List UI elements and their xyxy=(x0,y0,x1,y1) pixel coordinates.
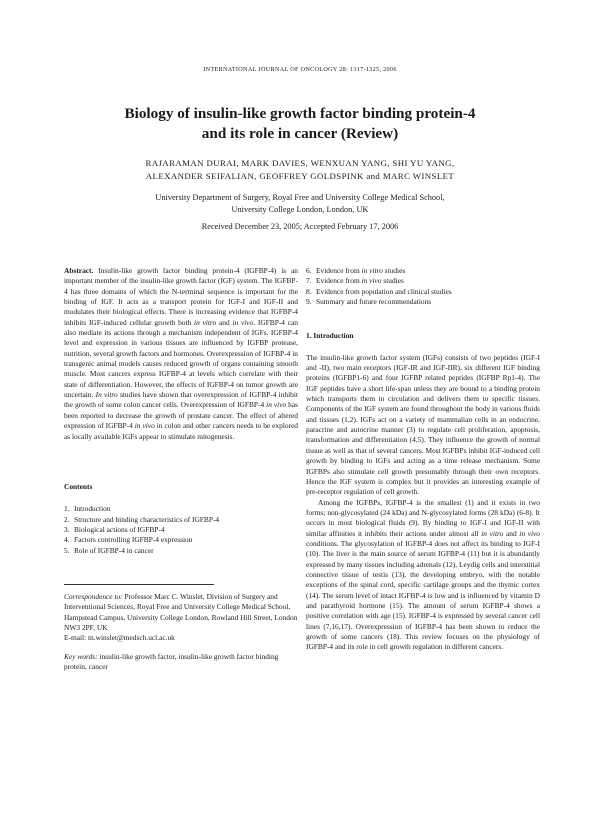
contents-item[interactable] xyxy=(64,525,298,535)
contents-number: 3. xyxy=(64,524,70,534)
abstract-label: Abstract. xyxy=(64,266,94,275)
authors-line-1: RAJARAMAN DURAI, MARK DAVIES, WENXUAN YANG, SHI YU YANG, xyxy=(145,158,455,168)
title-line-2: and its role in cancer (Review) xyxy=(201,124,399,142)
contents-label: Evidence from in vivo studies xyxy=(316,276,404,286)
article-title xyxy=(40,104,560,143)
keywords-text: insulin-like growth factor, insulin-like growth factor binding protein, cancer xyxy=(64,651,279,671)
paragraph-text: conditions. The glycosylation of IGFBP-4 does not affect its binding to IGF-I (10). The liver is the main source of serum IGFBP-4 (11) but it is abundantly expressed by many tissues including adrenals (12), Leydig cells and interstitial connective tissue of testis (13), the developing embryo, with the notable exceptions of the spinal cord, specific cartilage groups and the thymic cortex (14). The serum level of intact IGFBP-4 is low and is influenced by vitamin D and parathyroid hormone (15). The amount of serum IGFBP-4 shows a positive correlation with age (15). IGFBP-4 is expressed by several cancer cell lines (7,16,17). Overexpression of IGFBP-4 has been shown to reduce the growth of some cancers (18). This review focuses on the physiology of IGFBP-4 and its role in cell growth regulation in different cancers. xyxy=(306,538,540,652)
abstract-italic: In vitro xyxy=(95,390,118,400)
footnote-divider xyxy=(64,584,214,585)
paragraph-text: and xyxy=(503,528,520,538)
contents-item[interactable] xyxy=(64,504,298,514)
contents-number: 5. xyxy=(64,545,70,555)
abstract-italic: in vivo xyxy=(232,317,254,327)
correspondence xyxy=(64,592,298,633)
contents-number: 7. xyxy=(306,276,312,286)
abstract-text: Insulin-like growth factor binding protein-4 (IGFBP-4) is an important member of the insulin-like growth factor (IGF) system. The IGFBP-4 has three domains of which the N-terminal sequence is important for the binding of IGF. It acts as a transport protein for IGF-I and IGF-II and modulates their biological effects. There is increasing evidence that IGFBP-4 inhibits IGF-induced cellular growth both xyxy=(64,266,298,327)
contents-number: 6. xyxy=(306,266,312,275)
contents-label: Factors controlling IGFBP-4 expression xyxy=(74,535,193,545)
contents-item[interactable] xyxy=(306,266,540,276)
contents-number: 8. xyxy=(306,286,312,296)
keywords xyxy=(64,652,298,673)
contents-item[interactable] xyxy=(306,276,540,286)
spacer xyxy=(306,342,540,353)
affiliation-line-2: University College London, London, UK xyxy=(231,204,369,214)
contents-item[interactable] xyxy=(306,297,540,307)
contents-label: Role of IGFBP-4 in cancer xyxy=(74,545,154,555)
authors-line-2: ALEXANDER SEIFALIAN, GEOFFREY GOLDSPINK and MARC WINSLET xyxy=(145,170,455,181)
contents-label: Structure and binding characteristics of IGFBP-4 xyxy=(74,514,220,524)
abstract xyxy=(64,266,298,442)
correspondence-label: Correspondence to: xyxy=(64,591,123,601)
abstract-text: has been reported to decrease the growth of prostate cancer. The effect of altered expression of IGFBP-4 xyxy=(64,400,299,431)
intro-paragraph-2 xyxy=(306,498,540,653)
paragraph-italic: in vivo xyxy=(519,528,541,538)
paragraph-italic: in vitro xyxy=(481,528,504,538)
contents-number: 1. xyxy=(64,504,70,514)
abstract-italic: in vitro xyxy=(194,317,217,327)
email-address[interactable]: E-mail: m.winslet@medsch.ucl.ac.uk xyxy=(64,633,175,643)
contents-list xyxy=(64,504,298,556)
contents-label: Introduction xyxy=(74,504,111,514)
contents-label: Evidence from population and clinical studies xyxy=(316,286,452,296)
contents-number: 2. xyxy=(64,514,70,524)
affiliation xyxy=(40,192,560,215)
affiliation-line-1: University Department of Surgery, Royal Free and University College Medical School, xyxy=(155,193,445,202)
abstract-text: studies have shown that overexpression of IGFBP-4 inhibit the growth of some colon cancer cells. Overexpression of IGFBP-4 xyxy=(64,390,298,410)
left-column xyxy=(64,266,298,672)
abstract-text: in colon and other cancers needs to be explored as locally available IGFs appear to stimulate mitogenesis. xyxy=(64,421,299,441)
title-line-1: Biology of insulin-like growth factor binding protein-4 xyxy=(124,105,476,122)
paragraph-text: Among the IGFBPs, IGFBP-4 is the smallest (1) and it exists in two forms; non-glycosylated (24 kDa) and N-glycosylated forms (28 kDa) (6-8). It occurs in most biological fluids (9). By binding to IGF-I and IGF-II with similar affinities it inhibits their actions under almost all xyxy=(306,497,540,538)
received-dates: Received December 23, 2005; Accepted February 17, 2006 xyxy=(201,222,399,231)
contents-item[interactable] xyxy=(64,535,298,545)
author-list xyxy=(40,157,560,182)
contents-number: 4. xyxy=(64,535,70,545)
abstract-text: and xyxy=(216,317,233,327)
contents-label: Summary and future recommendations xyxy=(316,297,432,307)
contents-item[interactable] xyxy=(64,546,298,556)
correspondence-text: Professor Marc C. Winslet, Division of Surgery and Interventional Sciences, Royal Free and University College Medical School, Hampstead Campus, University College London, Rowland Hill Street, London NW3 2PF, UK xyxy=(64,591,298,632)
contents-item[interactable] xyxy=(64,515,298,525)
abstract-text: . IGFBP-4 can also mediate its actions through a mechanism independent of IGFs. IGFBP-4 level and expression in various tissues are influenced by IGFBP protease, nutrition, several growth factors and hormones. Overexpression of IGFBP-4 in transgenic animal models causes reduced growth of organs containing smooth muscle. Most cancers express IGFBP-4 at levels which correlate with their state of differentiation. However, the effects of IGFBP-4 on tumor growth are uncertain. xyxy=(64,317,299,400)
contents-label: Biological actions of IGFBP-4 xyxy=(74,524,165,534)
intro-paragraph-1: The insulin-like growth factor system (IGFs) consists of two peptides (IGF-I and -II), two main receptors (IGF-IR and IGF-IIR), six different IGF binding proteins (IGFBP1-6) and four IGFBP related peptides (IGFBP Rp1-4). The IGF peptides have a short life-span unless they are bound to a binding protein which transports them in circulation and delivers them to specific tissues. Components of the IGF system are found throughout the body in various fluids and tissues (1,2). IGFs act on a variety of mammalian cells in an endocrine, paracrine and autocrine manner (3) to regulate cell proliferation, apoptosis, transformation and differentiation (4,5). They influence the growth of normal tissue as well as that of several cancers. Most IGFBPs inhibit IGF-induced cell growth by binding to IGFs and acting as a time release mechanism. Some IGFBPs also stimulate cell growth presumably through their own receptors. Hence the IGF system is complex but it provides an interesting example of pre-receptor regulation of cell growth. xyxy=(306,352,541,497)
contents-list-continued xyxy=(306,266,540,307)
abstract-italic: in vivo xyxy=(266,400,287,410)
right-column xyxy=(306,266,540,653)
contents-number: 9. xyxy=(306,297,312,307)
abstract-italic: in vivo xyxy=(134,421,155,431)
journal-header: INTERNATIONAL JOURNAL OF ONCOLOGY 28: 1317-1325, 2006 xyxy=(203,66,397,73)
contents-heading: Contents xyxy=(64,481,93,491)
section-heading-introduction: 1. Introduction xyxy=(306,331,354,341)
contents-item[interactable] xyxy=(306,287,540,297)
contents-label: Evidence from in vitro studies xyxy=(316,266,406,275)
keywords-label: Key words: xyxy=(64,651,98,661)
